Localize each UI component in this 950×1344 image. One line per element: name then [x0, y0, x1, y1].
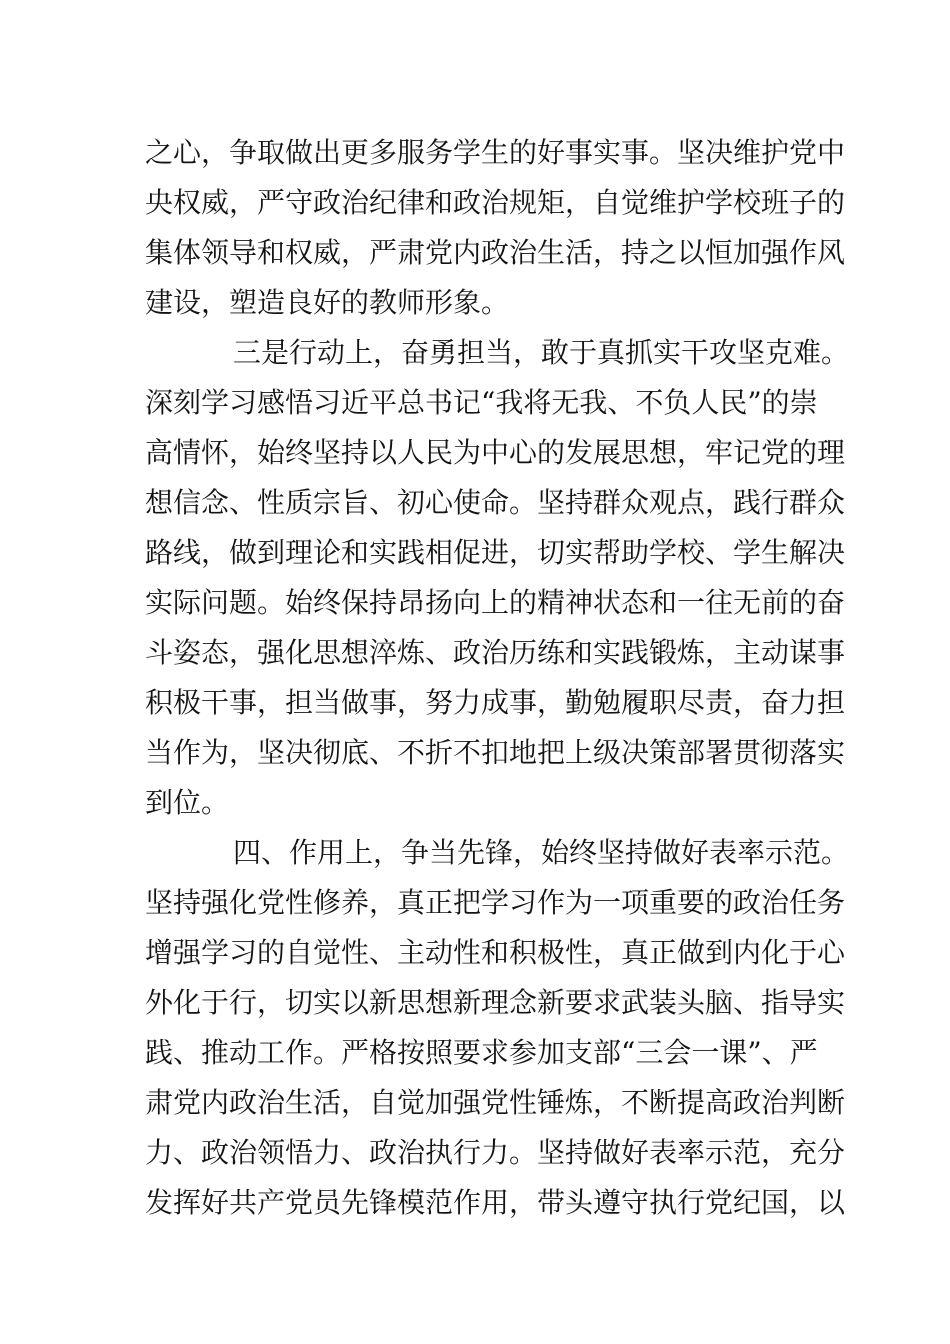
text-line: 坚持强化党性修养，真正把学习作为一项重要的政治任务 — [145, 886, 846, 919]
text-line: 力、政治领悟力、政治执行力。坚持做好表率示范，充分 — [145, 1136, 846, 1169]
text-line: 肃党内政治生活，自觉加强党性锤炼，不断提高政治判断 — [145, 1086, 846, 1119]
text-line: 发挥好共产党员先锋模范作用，带头遵守执行党纪国，以 — [145, 1186, 846, 1219]
text-line: 践、推动工作。严格按照要求参加支部“三会一课”、严 — [145, 1036, 818, 1069]
text-line: 斗姿态，强化思想淬炼、政治历练和实践锻炼，主动谋事 — [145, 636, 846, 669]
text-line: 深刻学习感悟习近平总书记“我将无我、不负人民”的崇 — [145, 386, 818, 419]
text-line: 积极干事，担当做事，努力成事，勤勉履职尽责，奋力担 — [145, 686, 846, 719]
text-line: 路线，做到理论和实践相促进，切实帮助学校、学生解决 — [145, 536, 846, 569]
paragraph-heading: 三是行动上，奋勇担当，敢于真抓实干攻坚克难。 — [233, 336, 850, 369]
text-line: 增强学习的自觉性、主动性和积极性，真正做到内化于心 — [145, 936, 846, 969]
text-line: 建设，塑造良好的教师形象。 — [145, 286, 510, 319]
text-line: 央权威，严守政治纪律和政治规矩，自觉维护学校班子的 — [145, 186, 846, 219]
text-line: 实际问题。始终保持昂扬向上的精神状态和一往无前的奋 — [145, 586, 846, 619]
text-line: 外化于行，切实以新思想新理念新要求武装头脑、指导实 — [145, 986, 846, 1019]
text-line: 想信念、性质宗旨、初心使命。坚持群众观点，践行群众 — [145, 486, 846, 519]
text-line: 集体领导和权威，严肃党内政治生活，持之以恒加强作风 — [145, 236, 846, 269]
text-line: 到位。 — [145, 786, 230, 819]
text-line: 之心，争取做出更多服务学生的好事实事。坚决维护党中 — [145, 136, 846, 169]
text-line: 高情怀，始终坚持以人民为中心的发展思想，牢记党的理 — [145, 436, 846, 469]
paragraph-heading: 四、作用上，争当先锋，始终坚持做好表率示范。 — [233, 836, 850, 869]
text-line: 当作为，坚决彻底、不折不扣地把上级决策部署贯彻落实 — [145, 736, 846, 769]
